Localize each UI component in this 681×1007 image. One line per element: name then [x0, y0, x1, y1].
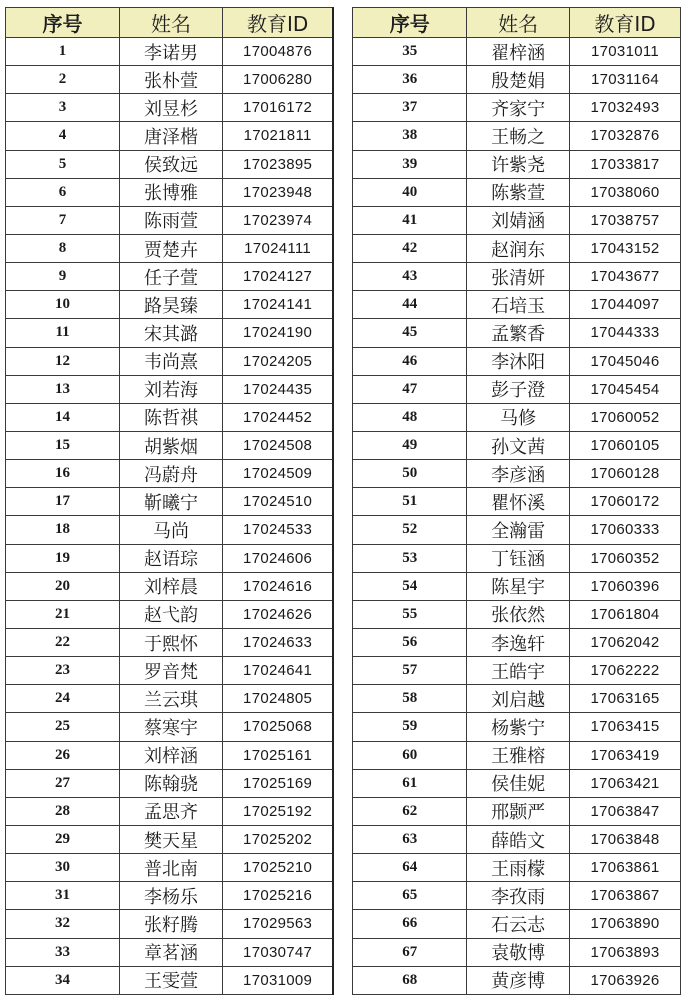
cell-name: 靳曦宁	[120, 488, 223, 516]
cell-seq: 15	[6, 431, 120, 459]
cell-seq: 10	[6, 291, 120, 319]
cell-name: 侯致远	[120, 150, 223, 178]
cell-edu-id: 17023895	[222, 150, 333, 178]
cell-edu-id: 17045046	[570, 347, 681, 375]
cell-edu-id: 17060105	[570, 431, 681, 459]
table-row	[6, 882, 334, 910]
cell-name: 刘梓涵	[120, 741, 223, 769]
cell-name: 王皓宇	[467, 657, 570, 685]
table-row	[6, 825, 334, 853]
table-row	[353, 966, 681, 994]
cell-name: 路昊臻	[120, 291, 223, 319]
cell-seq: 40	[353, 178, 467, 206]
header-row	[353, 8, 681, 38]
table-row	[6, 38, 334, 66]
cell-name: 马尚	[120, 516, 223, 544]
cell-edu-id: 17004876	[222, 38, 333, 66]
cell-name: 张依然	[467, 600, 570, 628]
cell-edu-id: 17025068	[222, 713, 333, 741]
cell-name: 刘若海	[120, 375, 223, 403]
student-table-right	[352, 7, 681, 995]
cell-name: 王雅榕	[467, 741, 570, 769]
cell-edu-id: 17025169	[222, 769, 333, 797]
cell-seq: 24	[6, 685, 120, 713]
cell-seq: 22	[6, 628, 120, 656]
cell-name: 殷楚娟	[467, 66, 570, 94]
cell-edu-id: 17038757	[570, 206, 681, 234]
cell-name: 宋其潞	[120, 319, 223, 347]
table-row	[353, 66, 681, 94]
cell-name: 石云志	[467, 910, 570, 938]
table-row	[353, 375, 681, 403]
cell-seq: 8	[6, 234, 120, 262]
cell-name: 任子萱	[120, 263, 223, 291]
table-row	[6, 797, 334, 825]
cell-name: 刘婧涵	[467, 206, 570, 234]
cell-seq: 41	[353, 206, 467, 234]
header-name: 姓名	[467, 8, 570, 38]
table-row	[6, 966, 334, 994]
cell-name: 赵弋韵	[120, 600, 223, 628]
table-row	[353, 263, 681, 291]
cell-name: 罗音梵	[120, 657, 223, 685]
table-row	[353, 38, 681, 66]
cell-name: 蔡寒宇	[120, 713, 223, 741]
cell-edu-id: 17060128	[570, 460, 681, 488]
cell-name: 于熙怀	[120, 628, 223, 656]
cell-name: 侯佳妮	[467, 769, 570, 797]
cell-seq: 2	[6, 66, 120, 94]
table-row	[6, 516, 334, 544]
cell-edu-id: 17024606	[222, 544, 333, 572]
cell-edu-id: 17031009	[222, 966, 333, 994]
cell-seq: 62	[353, 797, 467, 825]
table-row	[6, 910, 334, 938]
table-row	[353, 882, 681, 910]
cell-edu-id: 17025192	[222, 797, 333, 825]
cell-seq: 5	[6, 150, 120, 178]
table-row	[353, 628, 681, 656]
cell-edu-id: 17024141	[222, 291, 333, 319]
cell-seq: 61	[353, 769, 467, 797]
cell-seq: 66	[353, 910, 467, 938]
table-row	[6, 685, 334, 713]
table-row	[353, 572, 681, 600]
cell-seq: 13	[6, 375, 120, 403]
cell-seq: 57	[353, 657, 467, 685]
cell-seq: 53	[353, 544, 467, 572]
cell-seq: 27	[6, 769, 120, 797]
cell-name: 张朴萱	[120, 66, 223, 94]
cell-edu-id: 17024626	[222, 600, 333, 628]
table-row	[353, 150, 681, 178]
table-row	[353, 431, 681, 459]
cell-seq: 43	[353, 263, 467, 291]
table-row	[6, 488, 334, 516]
cell-name: 兰云琪	[120, 685, 223, 713]
cell-edu-id: 17061804	[570, 600, 681, 628]
cell-name: 韦尚熹	[120, 347, 223, 375]
table-row	[6, 150, 334, 178]
cell-name: 陈翰骁	[120, 769, 223, 797]
table-row	[353, 234, 681, 262]
cell-name: 李杨乐	[120, 882, 223, 910]
table-row	[353, 488, 681, 516]
table-row	[353, 178, 681, 206]
cell-seq: 48	[353, 403, 467, 431]
table-row	[6, 431, 334, 459]
cell-name: 黄彦博	[467, 966, 570, 994]
table-row	[6, 628, 334, 656]
cell-seq: 23	[6, 657, 120, 685]
cell-edu-id: 17024508	[222, 431, 333, 459]
table-row	[6, 122, 334, 150]
table-row	[6, 206, 334, 234]
cell-edu-id: 17063861	[570, 854, 681, 882]
header-seq: 序号	[353, 8, 467, 38]
cell-seq: 9	[6, 263, 120, 291]
table-row	[353, 713, 681, 741]
table-body-left	[6, 38, 334, 995]
cell-edu-id: 17044333	[570, 319, 681, 347]
cell-name: 薛皓文	[467, 825, 570, 853]
table-body-right	[353, 38, 681, 995]
cell-name: 马修	[467, 403, 570, 431]
cell-edu-id: 17063848	[570, 825, 681, 853]
cell-edu-id: 17033817	[570, 150, 681, 178]
table-row	[6, 657, 334, 685]
table-row	[6, 713, 334, 741]
cell-edu-id: 17024533	[222, 516, 333, 544]
column-gap	[334, 7, 352, 995]
cell-seq: 31	[6, 882, 120, 910]
table-row	[6, 66, 334, 94]
cell-edu-id: 17024205	[222, 347, 333, 375]
cell-name: 唐泽楷	[120, 122, 223, 150]
cell-edu-id: 17032876	[570, 122, 681, 150]
cell-edu-id: 17006280	[222, 66, 333, 94]
table-row	[353, 347, 681, 375]
cell-seq: 34	[6, 966, 120, 994]
cell-edu-id: 17045454	[570, 375, 681, 403]
cell-seq: 14	[6, 403, 120, 431]
table-row	[353, 544, 681, 572]
table-row	[6, 769, 334, 797]
table-row	[353, 600, 681, 628]
cell-seq: 7	[6, 206, 120, 234]
cell-seq: 55	[353, 600, 467, 628]
cell-edu-id: 17030747	[222, 938, 333, 966]
cell-seq: 51	[353, 488, 467, 516]
cell-seq: 30	[6, 854, 120, 882]
table-row	[353, 685, 681, 713]
table-row	[353, 910, 681, 938]
cell-seq: 44	[353, 291, 467, 319]
cell-seq: 6	[6, 178, 120, 206]
table-row	[6, 178, 334, 206]
cell-name: 邢颢严	[467, 797, 570, 825]
cell-edu-id: 17025202	[222, 825, 333, 853]
cell-edu-id: 17025210	[222, 854, 333, 882]
cell-name: 刘昱杉	[120, 94, 223, 122]
cell-seq: 20	[6, 572, 120, 600]
cell-seq: 1	[6, 38, 120, 66]
table-row	[6, 572, 334, 600]
cell-seq: 58	[353, 685, 467, 713]
cell-edu-id: 17025216	[222, 882, 333, 910]
student-list-sheet	[5, 7, 681, 995]
cell-seq: 67	[353, 938, 467, 966]
cell-name: 全瀚雷	[467, 516, 570, 544]
cell-edu-id: 17031011	[570, 38, 681, 66]
cell-name: 孟思齐	[120, 797, 223, 825]
cell-name: 齐家宁	[467, 94, 570, 122]
cell-edu-id: 17023948	[222, 178, 333, 206]
cell-name: 王雨檬	[467, 854, 570, 882]
cell-edu-id: 17024435	[222, 375, 333, 403]
table-row	[353, 797, 681, 825]
table-row	[6, 347, 334, 375]
cell-edu-id: 17063421	[570, 769, 681, 797]
cell-seq: 42	[353, 234, 467, 262]
cell-name: 李彦涵	[467, 460, 570, 488]
cell-seq: 59	[353, 713, 467, 741]
cell-seq: 52	[353, 516, 467, 544]
cell-edu-id: 17025161	[222, 741, 333, 769]
table-row	[353, 657, 681, 685]
cell-seq: 26	[6, 741, 120, 769]
cell-seq: 28	[6, 797, 120, 825]
cell-seq: 64	[353, 854, 467, 882]
cell-edu-id: 17024509	[222, 460, 333, 488]
table-row	[6, 234, 334, 262]
cell-edu-id: 17062042	[570, 628, 681, 656]
table-row	[6, 741, 334, 769]
table-row	[6, 319, 334, 347]
cell-name: 陈紫萱	[467, 178, 570, 206]
header-id: 教育ID	[222, 8, 333, 38]
cell-seq: 45	[353, 319, 467, 347]
cell-seq: 38	[353, 122, 467, 150]
cell-edu-id: 17021811	[222, 122, 333, 150]
table-row	[6, 938, 334, 966]
cell-edu-id: 17023974	[222, 206, 333, 234]
table-row	[6, 854, 334, 882]
table-row	[353, 403, 681, 431]
cell-seq: 4	[6, 122, 120, 150]
cell-seq: 33	[6, 938, 120, 966]
cell-edu-id: 17063890	[570, 910, 681, 938]
cell-seq: 16	[6, 460, 120, 488]
cell-seq: 12	[6, 347, 120, 375]
cell-edu-id: 17043677	[570, 263, 681, 291]
cell-name: 王雯萱	[120, 966, 223, 994]
table-row	[6, 263, 334, 291]
cell-edu-id: 17043152	[570, 234, 681, 262]
cell-edu-id: 17060052	[570, 403, 681, 431]
cell-name: 普北南	[120, 854, 223, 882]
cell-name: 刘梓晨	[120, 572, 223, 600]
cell-seq: 3	[6, 94, 120, 122]
cell-seq: 11	[6, 319, 120, 347]
cell-name: 章茗涵	[120, 938, 223, 966]
cell-seq: 18	[6, 516, 120, 544]
table-row	[353, 938, 681, 966]
cell-seq: 17	[6, 488, 120, 516]
cell-edu-id: 17031164	[570, 66, 681, 94]
cell-edu-id: 17063419	[570, 741, 681, 769]
cell-name: 孟繁香	[467, 319, 570, 347]
cell-seq: 50	[353, 460, 467, 488]
cell-edu-id: 17032493	[570, 94, 681, 122]
cell-edu-id: 17062222	[570, 657, 681, 685]
cell-name: 张清妍	[467, 263, 570, 291]
cell-edu-id: 17060352	[570, 544, 681, 572]
cell-name: 孙文茜	[467, 431, 570, 459]
cell-edu-id: 17024510	[222, 488, 333, 516]
cell-name: 冯蔚舟	[120, 460, 223, 488]
table-row	[6, 460, 334, 488]
cell-seq: 68	[353, 966, 467, 994]
cell-edu-id: 17063867	[570, 882, 681, 910]
cell-name: 石培玉	[467, 291, 570, 319]
cell-seq: 39	[353, 150, 467, 178]
table-row	[353, 291, 681, 319]
cell-edu-id: 17063847	[570, 797, 681, 825]
cell-name: 丁钰涵	[467, 544, 570, 572]
cell-name: 陈星宇	[467, 572, 570, 600]
table-row	[353, 516, 681, 544]
cell-seq: 65	[353, 882, 467, 910]
cell-edu-id: 17024190	[222, 319, 333, 347]
table-row	[6, 291, 334, 319]
header-name: 姓名	[120, 8, 223, 38]
cell-edu-id: 17024111	[222, 234, 333, 262]
cell-edu-id: 17029563	[222, 910, 333, 938]
cell-edu-id: 17060396	[570, 572, 681, 600]
table-row	[6, 600, 334, 628]
table-row	[6, 403, 334, 431]
table-row	[353, 769, 681, 797]
cell-seq: 46	[353, 347, 467, 375]
cell-edu-id: 17044097	[570, 291, 681, 319]
cell-edu-id: 17016172	[222, 94, 333, 122]
cell-seq: 49	[353, 431, 467, 459]
cell-edu-id: 17060333	[570, 516, 681, 544]
table-row	[353, 122, 681, 150]
cell-name: 李孜雨	[467, 882, 570, 910]
cell-seq: 63	[353, 825, 467, 853]
cell-name: 李诺男	[120, 38, 223, 66]
cell-name: 翟梓涵	[467, 38, 570, 66]
cell-name: 李沐阳	[467, 347, 570, 375]
cell-seq: 56	[353, 628, 467, 656]
cell-name: 彭子澄	[467, 375, 570, 403]
cell-edu-id: 17060172	[570, 488, 681, 516]
cell-name: 李逸轩	[467, 628, 570, 656]
table-row	[353, 825, 681, 853]
table-row	[353, 854, 681, 882]
cell-name: 张籽腾	[120, 910, 223, 938]
table-row	[6, 375, 334, 403]
table-row	[353, 94, 681, 122]
table-row	[353, 460, 681, 488]
cell-edu-id: 17063926	[570, 966, 681, 994]
header-row	[6, 8, 334, 38]
header-id: 教育ID	[570, 8, 681, 38]
cell-seq: 35	[353, 38, 467, 66]
cell-edu-id: 17024452	[222, 403, 333, 431]
cell-edu-id: 17024805	[222, 685, 333, 713]
cell-edu-id: 17024616	[222, 572, 333, 600]
table-row	[6, 94, 334, 122]
cell-edu-id: 17024633	[222, 628, 333, 656]
cell-seq: 29	[6, 825, 120, 853]
table-row	[6, 544, 334, 572]
cell-edu-id: 17063165	[570, 685, 681, 713]
cell-seq: 25	[6, 713, 120, 741]
table-row	[353, 319, 681, 347]
cell-name: 陈哲祺	[120, 403, 223, 431]
cell-seq: 36	[353, 66, 467, 94]
cell-seq: 32	[6, 910, 120, 938]
cell-edu-id: 17024641	[222, 657, 333, 685]
table-row	[353, 206, 681, 234]
header-seq: 序号	[6, 8, 120, 38]
cell-seq: 19	[6, 544, 120, 572]
cell-name: 袁敬博	[467, 938, 570, 966]
cell-edu-id: 17038060	[570, 178, 681, 206]
cell-seq: 21	[6, 600, 120, 628]
cell-name: 许紫尧	[467, 150, 570, 178]
cell-name: 刘启越	[467, 685, 570, 713]
cell-name: 张博雅	[120, 178, 223, 206]
cell-name: 瞿怀溪	[467, 488, 570, 516]
cell-edu-id: 17063893	[570, 938, 681, 966]
cell-name: 樊天星	[120, 825, 223, 853]
cell-name: 赵语琮	[120, 544, 223, 572]
cell-seq: 47	[353, 375, 467, 403]
table-row	[353, 741, 681, 769]
cell-name: 胡紫烟	[120, 431, 223, 459]
cell-name: 赵润东	[467, 234, 570, 262]
cell-name: 贾楚卉	[120, 234, 223, 262]
cell-edu-id: 17024127	[222, 263, 333, 291]
cell-seq: 37	[353, 94, 467, 122]
student-table-left	[5, 7, 334, 995]
cell-name: 杨紫宁	[467, 713, 570, 741]
cell-name: 王畅之	[467, 122, 570, 150]
cell-seq: 60	[353, 741, 467, 769]
cell-seq: 54	[353, 572, 467, 600]
cell-name: 陈雨萱	[120, 206, 223, 234]
cell-edu-id: 17063415	[570, 713, 681, 741]
